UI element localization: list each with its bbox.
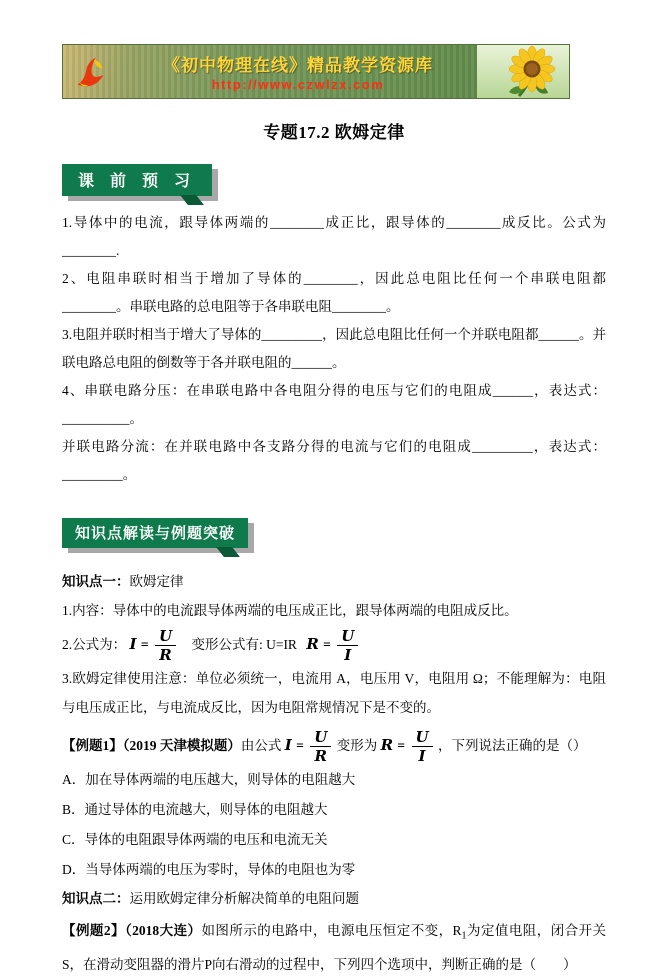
option-D: D．当导体两端的电压为零时，导体的电阻也为零	[62, 862, 356, 878]
equals-sign: =	[296, 738, 304, 754]
example-2-text-2: 为定值电阻，闭合开关S，在滑动变阻器的滑片P向右滑动的过程中，下列四个选项中，判断正确的是（ ）	[62, 923, 607, 972]
example-1-stem	[62, 726, 606, 765]
knowledge-content-line: 1.内容：导体中的电流跟导体两端的电压成正比，跟导体两端的电阻成反比。	[62, 603, 518, 618]
banner-tail-decoration	[180, 195, 204, 205]
section-banner-preview	[62, 164, 212, 196]
flame-logo-icon	[70, 51, 112, 93]
transform-formula-text: 变形公式有: U=IR	[191, 637, 297, 652]
knowledge-point-2-title: 运用欧姆定律分析解决简单的电阻问题	[129, 891, 359, 907]
fill-blank-item-4: 4、串联电路分压：在串联电路中各电阻分得的电压与它们的电阻成______，表达式：__________。	[62, 383, 606, 426]
example-2	[62, 917, 606, 979]
formula-prefix: 2.公式为：	[62, 637, 127, 652]
equals-sign: =	[397, 738, 406, 754]
example-1-f1-lhs: I	[284, 736, 292, 755]
example-1-f2-fraction: $\frac{U}{I}$	[412, 729, 433, 766]
knowledge-point-2-heading	[62, 885, 606, 913]
knowledge-section	[62, 567, 606, 722]
example-1-after: ，下列说法正确的是（）	[437, 738, 587, 754]
r1-subscript: 1	[461, 931, 467, 942]
ohm-formula-fraction: $\frac{U}{R}$	[155, 628, 176, 665]
fill-blank-item-5: 并联电路分流：在并联电路中各支路分得的电流与它们的电阻成_________，表达式：_________。	[62, 439, 606, 482]
option-B: B．通过导体的电流越大，则导体的电阻越大	[62, 802, 328, 818]
section-banner-preview-label: 课 前 预 习	[78, 173, 197, 190]
equals-sign: =	[140, 637, 149, 652]
example-1-mid: 变形为	[336, 738, 378, 754]
preview-section	[62, 209, 606, 489]
example-1-before: 由公式	[240, 738, 282, 754]
sunflower-photo	[477, 45, 569, 98]
fill-blank-item-3: 3.电阻并联时相当于增大了导体的_________，因此总电阻比任何一个并联电阻都______。并联电路总电阻的倒数等于各并联电阻的______。	[62, 327, 606, 370]
ohm-formula-line	[62, 625, 606, 664]
equals-sign: =	[323, 637, 331, 652]
knowledge-point-1-title: 欧姆定律	[129, 574, 184, 589]
sunflower-icon	[480, 45, 566, 98]
fill-blank-item-1: 1.导体中的电流，跟导体两端的________成正比，跟导体的________成反比。公式为________.	[62, 215, 606, 258]
r-formula-lhs: R	[306, 635, 319, 653]
site-url-link[interactable]: http://www.czwlzx.com	[211, 77, 385, 92]
usage-note-line: 3.欧姆定律使用注意：单位必须统一，电流用 A，电压用 V，电阻用 Ω；不能理解为：电阻与电压成正比，与电流成反比，因为电阻常规情况下是不变的。	[62, 671, 606, 716]
option-A: A．加在导体两端的电压越大，则导体的电阻越大	[62, 772, 356, 788]
site-title: 《初中物理在线》精品教学资源库	[163, 56, 433, 75]
site-header-banner	[62, 44, 570, 99]
example-2-text-1: 如图所示的电路中，电源电压恒定不变，R	[201, 923, 462, 939]
example-1-options	[62, 765, 606, 885]
fill-blank-item-2: 2、电阻串联时相当于增加了导体的________，因此总电阻比任何一个串联电阻都________。串联电路的总电阻等于各串联电阻________。	[62, 271, 606, 314]
site-logo	[63, 45, 119, 98]
banner-tail-decoration	[216, 547, 240, 557]
page-title: 专题17.2 欧姆定律	[263, 123, 405, 142]
option-C: C．导体的电阻跟导体两端的电压和电流无关	[62, 832, 328, 848]
example-1-f2-lhs: R	[380, 736, 394, 755]
site-header-text	[119, 45, 477, 98]
knowledge-point-1-heading	[62, 567, 606, 596]
knowledge-point-2-label: 知识点二：	[62, 891, 130, 907]
example-1	[62, 726, 606, 885]
knowledge-point-1-label: 知识点一：	[62, 574, 130, 589]
knowledge-point-2	[62, 885, 606, 913]
example-1-label: 【例题1】（2019 天津模拟题）	[62, 738, 241, 754]
ohm-formula-lhs: I	[129, 635, 137, 653]
r-formula-fraction: $\frac{U}{I}$	[337, 628, 358, 665]
example-1-f1-fraction: $\frac{U}{R}$	[310, 729, 331, 766]
example-2-stem	[62, 917, 606, 979]
example-2-label: 【例题2】（2018大连）	[62, 923, 202, 939]
section-banner-knowledge	[62, 518, 248, 548]
section-banner-knowledge-label: 知识点解读与例题突破	[75, 526, 236, 542]
